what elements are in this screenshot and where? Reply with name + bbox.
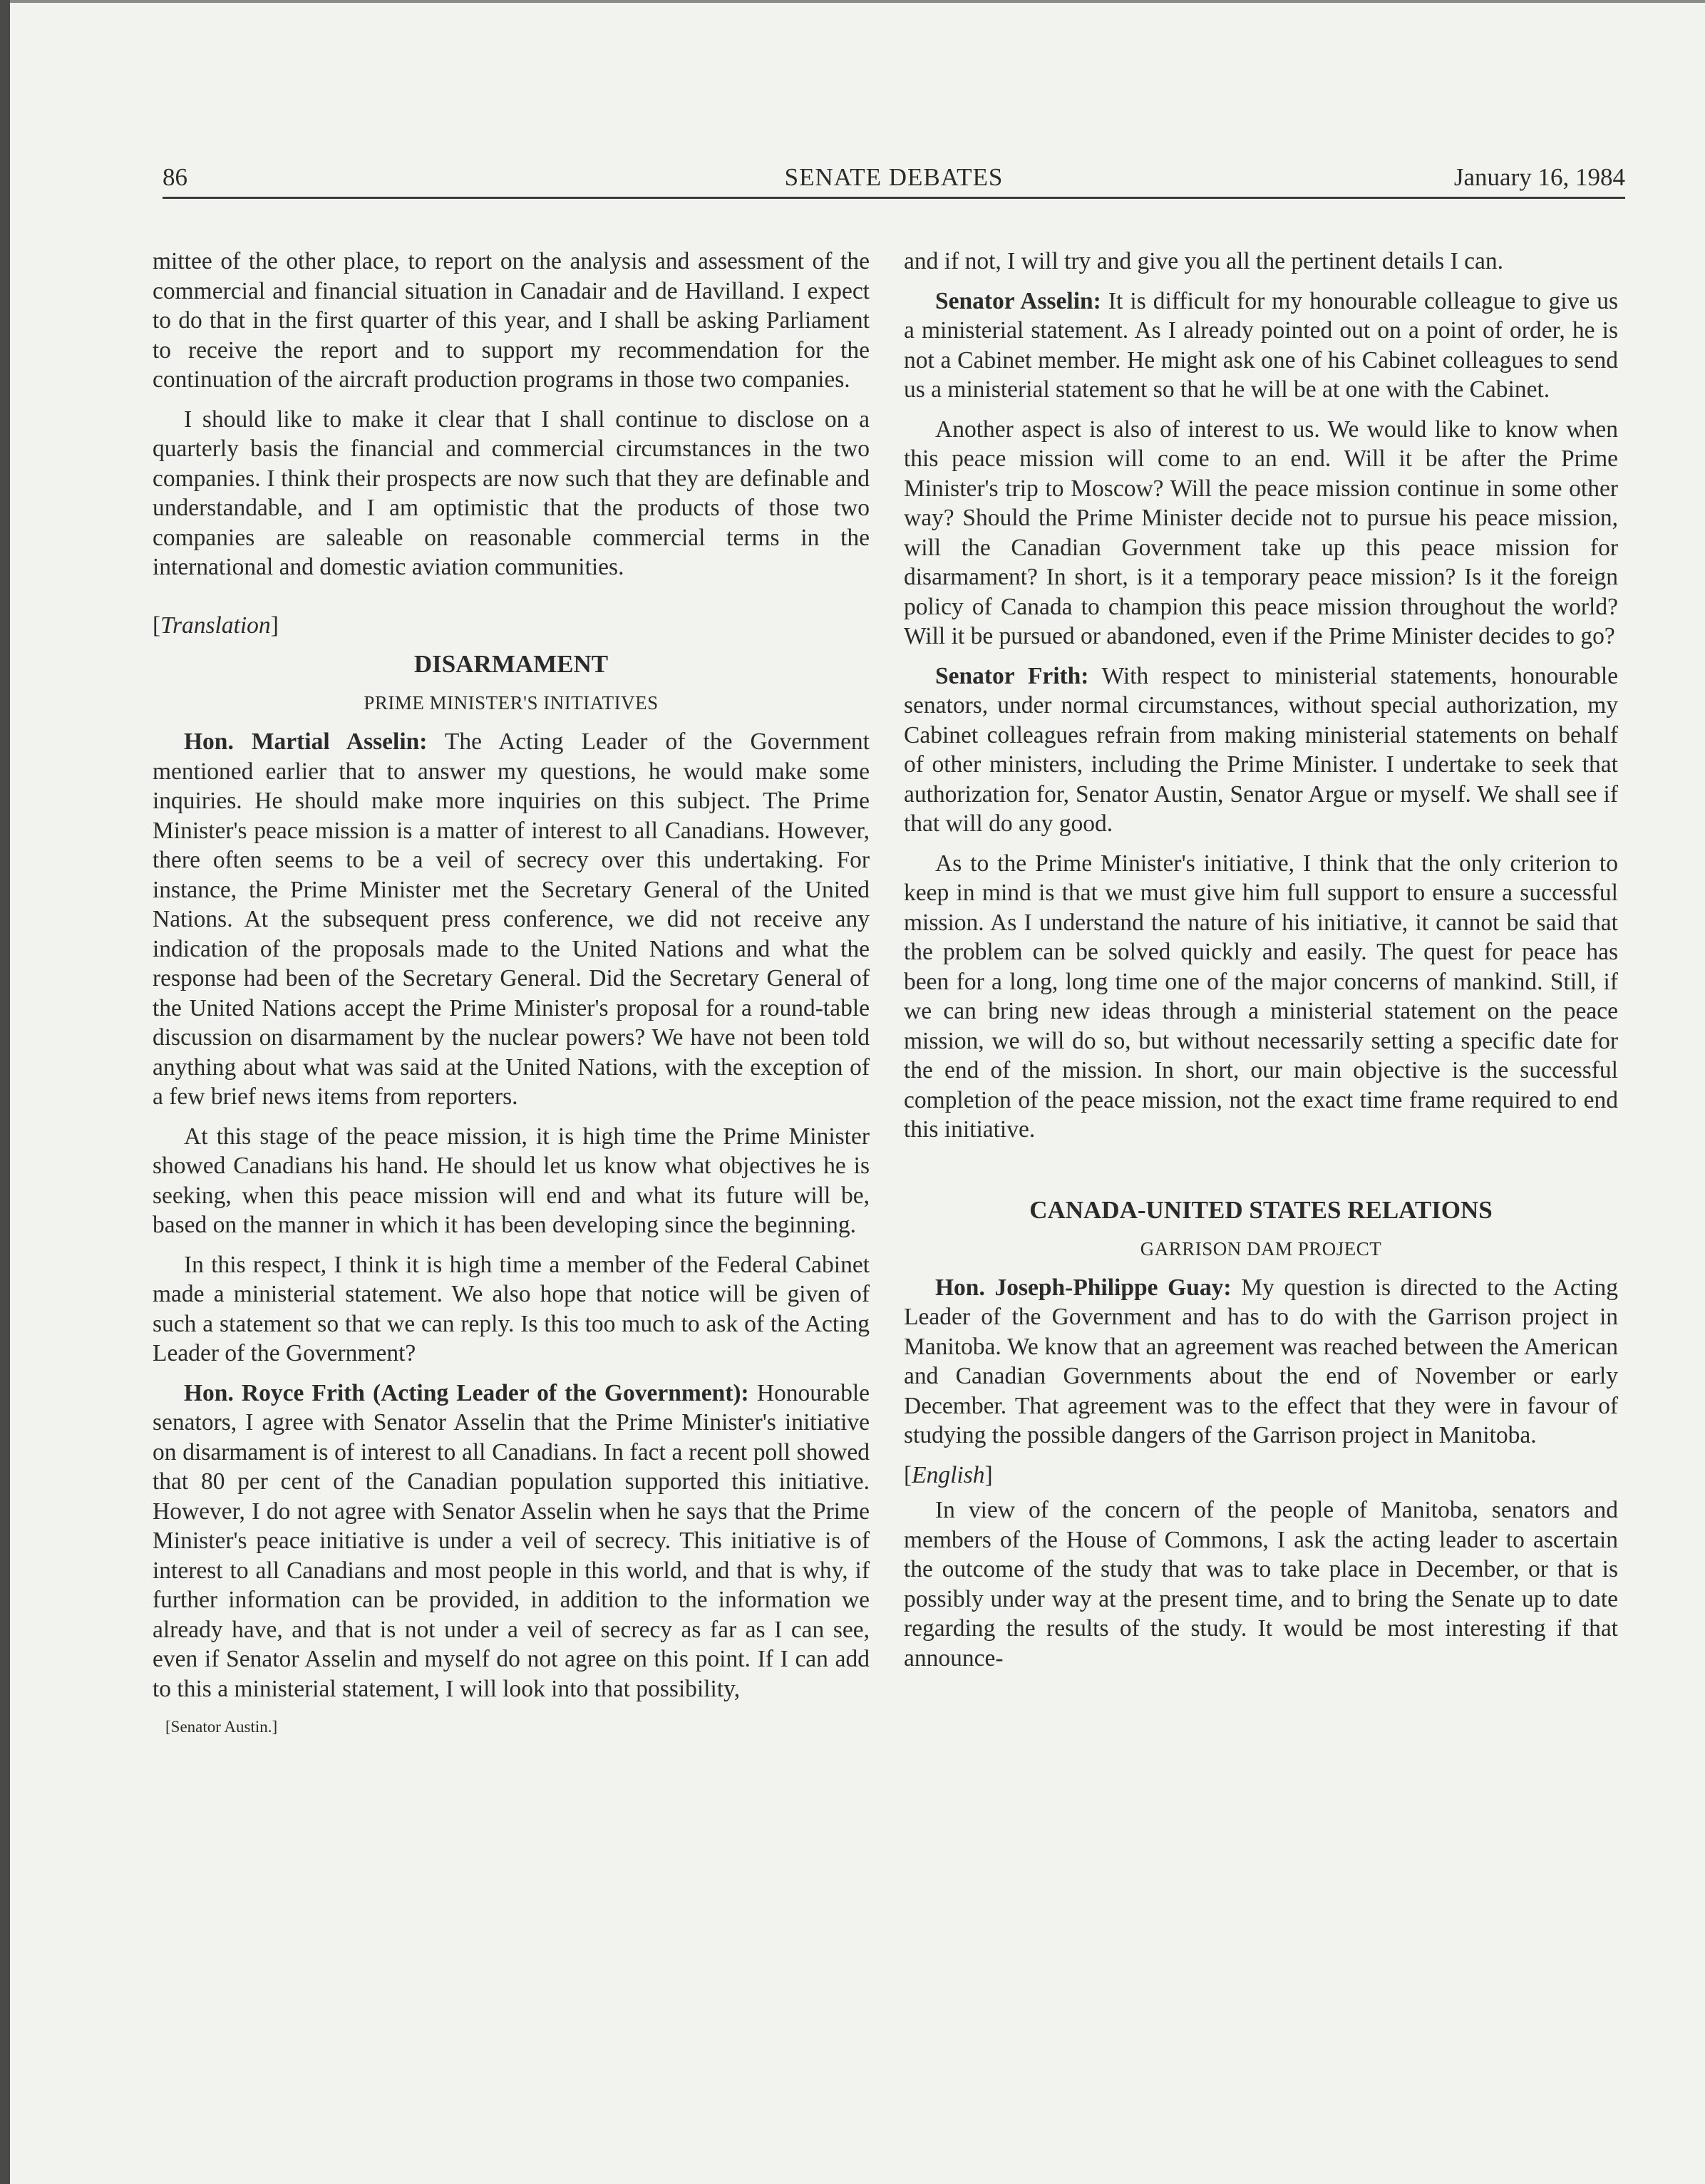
section-heading: DISARMAMENT bbox=[413, 650, 609, 678]
scan-border-left bbox=[0, 0, 10, 2184]
page-header bbox=[163, 158, 1625, 199]
speech-text: My question is directed to the Acting Leader of the Government and has to do with the Garrison project in Manitoba. We know that an agreement was reached between the American and Canadian Governments about the end of November or early December. That agreement was to the effect that they were in favour of studying the possible dangers of the Garrison project in Manitoba. bbox=[904, 1274, 1618, 1448]
section-subheading: PRIME MINISTER'S INITIATIVES bbox=[364, 692, 659, 714]
speaker-name: Hon. Martial Asselin: bbox=[184, 728, 428, 755]
paragraph: I should like to make it clear that I shall continue to disclose on a quarterly basis the financial and commercial circumstances in the two companies. I think their prospects are now such that they are definable and understandable, and I am optimistic that the products of those two companies are saleable on reasonable commercial terms in the international and domestic aviation communities. bbox=[153, 406, 870, 580]
speech-text: With respect to ministerial statements, honourable senators, under normal circumstances, without special authorization, my Cabinet colleagues refrain from making ministerial statements on behalf of other ministers, including the Prime Minister. I undertake to seek that authorization for, Senator Austin, Senator Argue or myself. We shall see if that will do any good. bbox=[904, 662, 1618, 837]
issue-date: January 16, 1984 bbox=[1453, 163, 1625, 191]
paragraph: As to the Prime Minister's initiative, I think that the only criterion to keep in mind is that we must give him full support to ensure a successful mission. As I understand the nature of his initiative, it cannot be said that the problem can be solved quickly and easily. The quest for peace has been for a long, long time one of the major concerns of mankind. Still, if we can bring new ideas through a ministerial statement on the peace mission, we will do so, but without necessarily setting a specific date for the end of the mission. In short, our main objective is the successful completion of the peace mission, not the exact time frame required to end this initiative. bbox=[904, 850, 1618, 1143]
right-column bbox=[904, 247, 1618, 1683]
english-tag-text: English bbox=[912, 1461, 985, 1488]
speaker-name: Hon. Joseph-Philippe Guay: bbox=[935, 1274, 1232, 1301]
translation-tag-text: Translation bbox=[160, 612, 271, 639]
paragraph: and if not, I will try and give you all the pertinent details I can. bbox=[904, 248, 1503, 274]
paragraph: At this stage of the peace mission, it is high time the Prime Minister showed Canadians his hand. He should let us know what objectives he is seeking, when this peace mission will end and what its future will be, based on the manner in which it has been developing since the beginning. bbox=[153, 1123, 870, 1238]
speech-text: The Acting Leader of the Government mentioned earlier that to answer my questions, he would make some inquiries. He should make more inquiries on this subject. The Prime Minister's peace mission is a matter of interest to all Canadians. However, there often seems to be a veil of secrecy over this undertaking. For instance, the Prime Minister met the Secretary General of the United Nations. At the subsequent press conference, we did not receive any indication of the proposals made to the United Nations and what the response had been of the Secretary General. Did the Secretary General of the United Nations accept the Prime Minister's proposal for a round-table discussion on disarmament by the nuclear powers? We have not been told anything about what was said at the United Nations, with the exception of a few brief news items from reporters. bbox=[153, 728, 870, 1110]
paragraph bbox=[153, 1379, 870, 1704]
speaker-name: Senator Frith: bbox=[935, 662, 1089, 689]
paragraph: In view of the concern of the people of Manitoba, senators and members of the House of Commons, I ask the acting leader to ascertain the outcome of the study that was to take place in December, or that is possibly under way at the present time, and to bring the Senate up to date regarding the results of the study. It would be most interesting if that announce- bbox=[904, 1497, 1618, 1672]
speech-text: It is difficult for my honourable colleague to give us a ministerial statement. As I already pointed out on a point of order, he is not a Cabinet member. He might ask one of his Cabinet colleagues to send us a ministerial statement so that he will be at one with the Cabinet. bbox=[904, 287, 1618, 403]
paragraph bbox=[904, 1273, 1618, 1451]
paragraph: In this respect, I think it is high time a member of the Federal Cabinet made a ministerial statement. We also hope that notice will be given of such a statement so that we can reply. Is this too much to ask of the Acting Leader of the Government? bbox=[153, 1251, 870, 1366]
english-tag: [English] bbox=[904, 1461, 993, 1488]
section-heading: CANADA-UNITED STATES RELATIONS bbox=[1029, 1195, 1493, 1224]
speaker-name: Hon. Royce Frith (Acting Leader of the Government): bbox=[184, 1379, 749, 1406]
speech-text: Honourable senators, I agree with Senator Asselin that the Prime Minister's initiative on disarmament is of interest to all Canadians. In fact a recent poll showed that 80 per cent of the Canadian population supported this initiative. However, I do not agree with Senator Asselin when he says that the Prime Minister's peace initiative is under a veil of secrecy. This initiative is of interest to all Canadians and most people in this world, and that is why, if further information can be provided, in addition to the information we already have, and that is not under a veil of secrecy as far as I can see, even if Senator Asselin and myself do not agree on this point. If I can add to this a ministerial statement, I will look into that possibility, bbox=[153, 1379, 870, 1702]
paragraph bbox=[904, 661, 1618, 839]
publication-title: SENATE DEBATES bbox=[784, 163, 1004, 191]
scan-border-top bbox=[0, 0, 1705, 3]
paragraph: mittee of the other place, to report on the analysis and assessment of the commercial and financial situation in Canadair and de Havilland. I expect to do that in the first quarter of this year, and I shall be asking Parliament to receive the report and to support my recommendation for the continuation of the aircraft production programs in those two companies. bbox=[153, 248, 870, 393]
translation-tag: [Translation] bbox=[153, 612, 279, 639]
section-gap bbox=[904, 1155, 1618, 1195]
speaker-name: Senator Asselin: bbox=[935, 287, 1101, 314]
section-subheading: GARRISON DAM PROJECT bbox=[1140, 1237, 1382, 1260]
paragraph: Another aspect is also of interest to us. We would like to know when this peace mission will come to an end. Will it be after the Prime Minister's trip to Moscow? Will the peace mission continue in some other way? Should the Prime Minister decide not to pursue his peace mission, will the Canadian Government take up this peace mission for disarmament? In short, is it a temporary peace mission? Is it the foreign policy of Canada to champion this peace mission throughout the world? Will it be pursued or abandoned, even if the Prime Minister decides to go? bbox=[904, 416, 1618, 649]
paragraph bbox=[904, 287, 1618, 405]
footnote: [Senator Austin.] bbox=[165, 1718, 278, 1736]
left-column bbox=[153, 247, 870, 1738]
page-number: 86 bbox=[163, 163, 187, 191]
paragraph bbox=[153, 727, 870, 1112]
